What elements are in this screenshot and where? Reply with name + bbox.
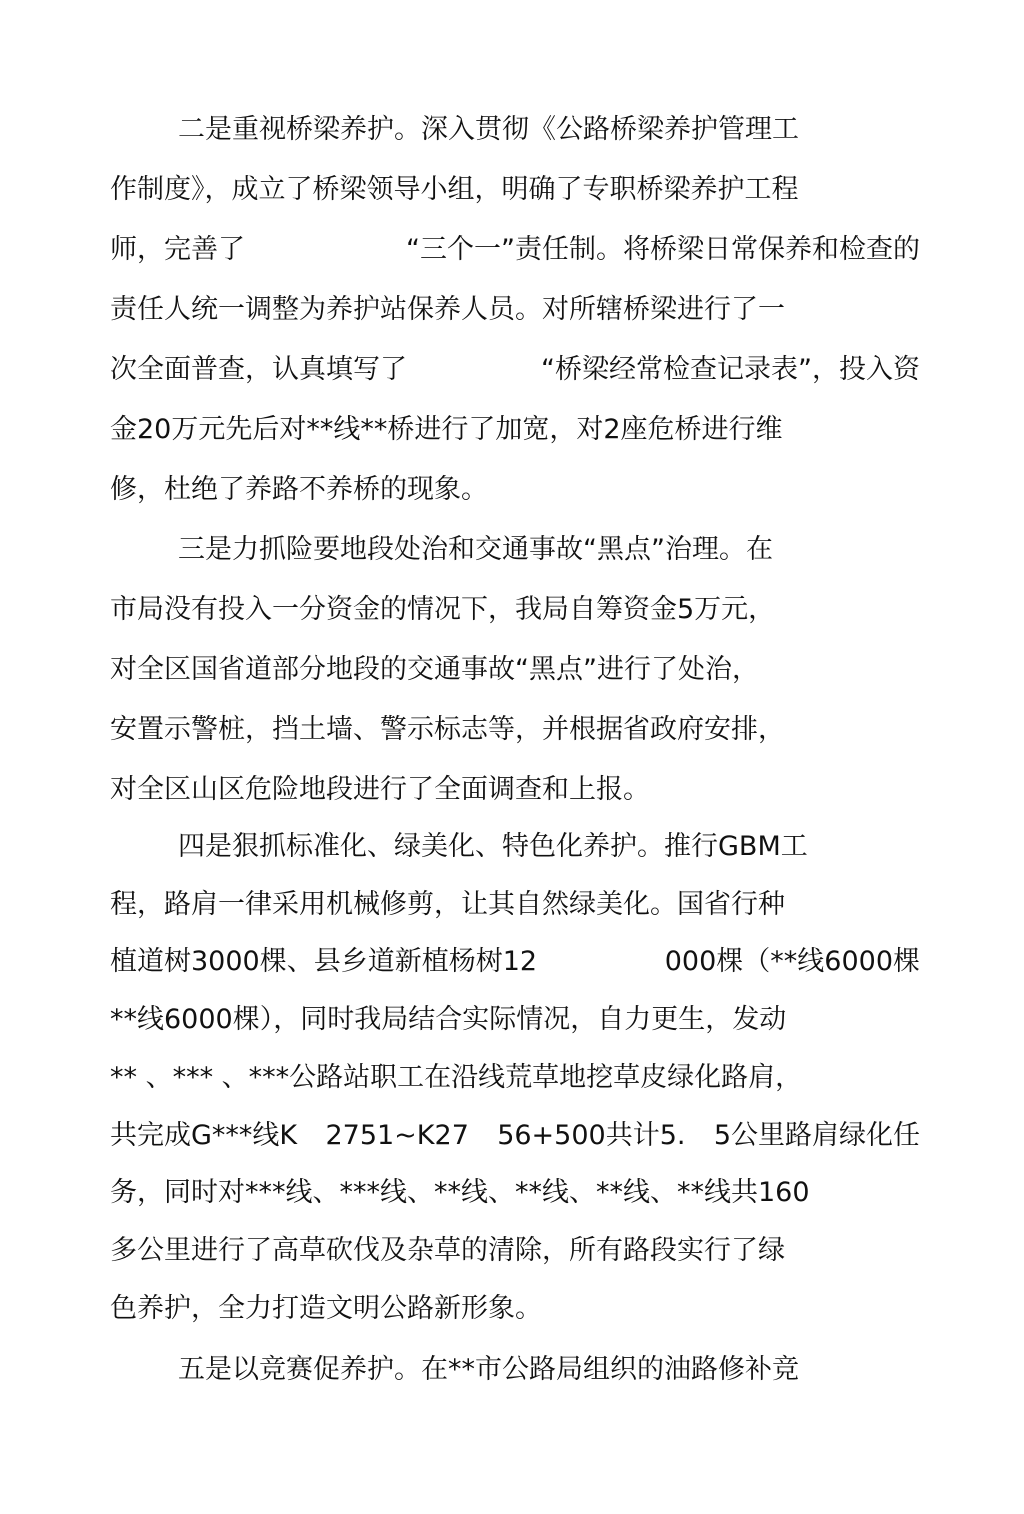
paragraph-line: 责任人统一调整为养护站保养人员。对所辖桥梁进行了一 [110, 294, 785, 325]
paragraph-line [110, 348, 920, 392]
paragraph-line: 作制度》，成立了桥梁领导小组，明确了专职桥梁养护工程 [110, 174, 799, 205]
paragraph-line: 对全区山区危险地段进行了全面调查和上报。 [110, 774, 650, 805]
paragraph-line: 五是以竞赛促养护。在**市公路局组织的油路修补竞 [178, 1354, 799, 1385]
paragraph-line [110, 940, 920, 984]
paragraph-line [110, 1114, 920, 1158]
paragraph-line: 四是狠抓标准化、绿美化、特色化养护。推行GBM工 [178, 831, 808, 862]
line-segment: 次全面普查，认真填写了 [110, 354, 407, 385]
paragraph-line: 市局没有投入一分资金的情况下，我局自筹资金5万元， [110, 594, 776, 625]
line-segment: “三个一”责任制。将桥梁日常保养和检查的 [406, 234, 920, 265]
paragraph-line: 三是力抓险要地段处治和交通事故“黑点”治理。在 [178, 534, 773, 565]
line-segment: 2751~K27 [325, 1120, 469, 1151]
line-segment: “桥梁经常检查记录表”，投入资 [541, 354, 920, 385]
paragraph-line: 程，路肩一律采用机械修剪，让其自然绿美化。国省行种 [110, 889, 785, 920]
paragraph-line: **线6000棵），同时我局结合实际情况，自力更生，发动 [110, 1004, 787, 1035]
line-segment: 5公里路肩绿化任 [713, 1120, 920, 1151]
paragraph-line: 修，杜绝了养路不养桥的现象。 [110, 474, 488, 505]
line-segment: 植道树3000棵、县乡道新植杨树12 [110, 946, 538, 977]
paragraph-line: 对全区国省道部分地段的交通事故“黑点”进行了处治， [110, 654, 759, 685]
line-segment: 000棵（**线6000棵 [664, 946, 920, 977]
line-segment: 共完成G***线K [110, 1120, 298, 1151]
line-segment: 师，完善了 [110, 234, 245, 265]
line-segment: 56+500共计5. [497, 1120, 686, 1151]
paragraph-line: 色养护，全力打造文明公路新形象。 [110, 1293, 542, 1324]
paragraph-line: 务，同时对***线、***线、**线、**线、**线、**线共160 [110, 1177, 810, 1208]
paragraph-line: 金20万元先后对**线**桥进行了加宽，对2座危桥进行维 [110, 414, 783, 445]
paragraph-line: 多公里进行了高草砍伐及杂草的清除，所有路段实行了绿 [110, 1235, 785, 1266]
paragraph-line: 安置示警桩，挡土墙、警示标志等，并根据省政府安排， [110, 714, 785, 745]
paragraph-line: 二是重视桥梁养护。深入贯彻《公路桥梁养护管理工 [178, 114, 799, 145]
paragraph-line: ** 、*** 、***公路站职工在沿线荒草地挖草皮绿化路肩， [110, 1062, 803, 1093]
paragraph-line [110, 228, 920, 272]
